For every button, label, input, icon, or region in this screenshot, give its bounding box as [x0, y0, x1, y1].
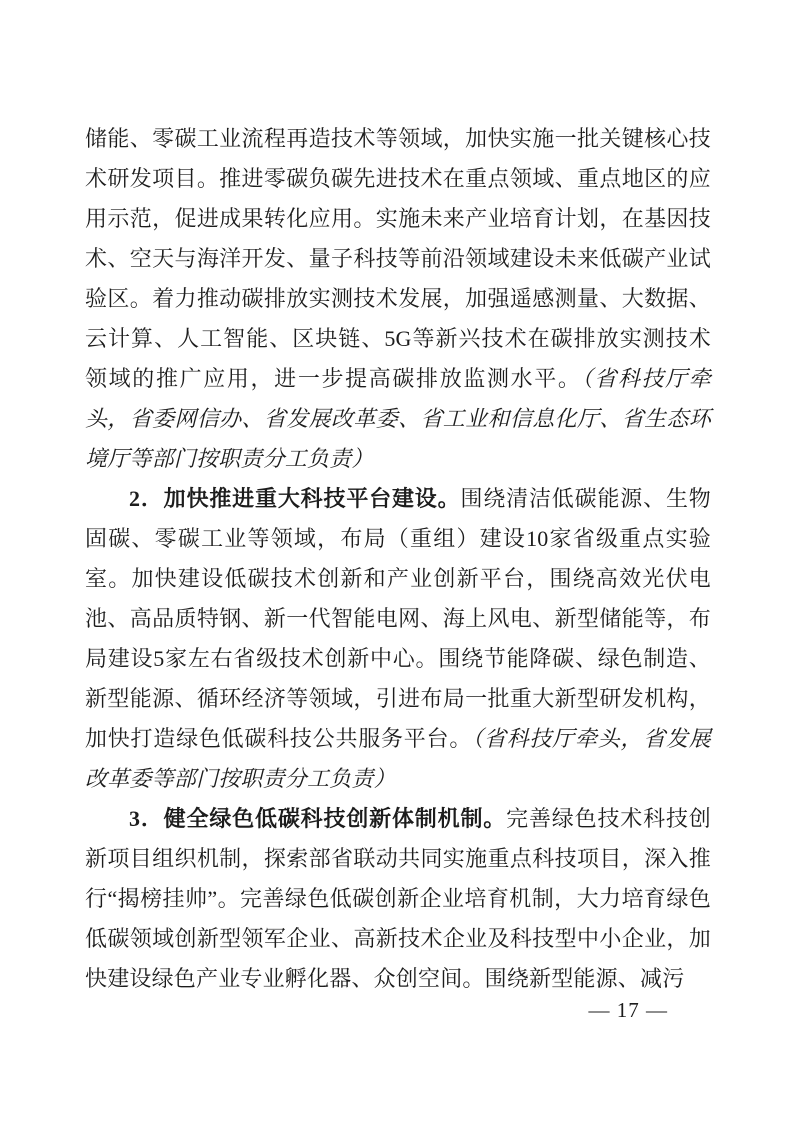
paragraph-continuation: [85, 119, 711, 479]
paragraph-item-2: [85, 479, 711, 799]
item-3-heading: 3．健全绿色低碳科技创新体制机制。: [129, 806, 507, 831]
responsible-departments-note: （省科技厅牵头，省发展改革委等部门按职责分工负责）: [85, 726, 711, 791]
document-body: [85, 119, 711, 999]
page-number: — 17 —: [588, 998, 668, 1022]
body-text-run: 完善绿色技术科技创新项目组织机制，探索部省联动共同实施重点科技项目，深入推行“揭榜挂帅”。完善绿色低碳创新企业培育机制，大力培育绿色低碳领域创新型领军企业、高新技术企业及科技型中小企业，加快建设绿色产业专业孵化器、众创空间。围绕新型能源、减污: [85, 806, 711, 991]
item-2-heading: 2．加快推进重大科技平台建设。: [129, 486, 461, 511]
responsible-departments-note: （省科技厅牵头，省委网信办、省发展改革委、省工业和信息化厅、省生态环境厅等部门按职责分工负责）: [85, 366, 712, 471]
body-text-run: 储能、零碳工业流程再造技术等领域，加快实施一批关键核心技术研发项目。推进零碳负碳先进技术在重点领域、重点地区的应用示范，促进成果转化应用。实施未来产业培育计划，在基因技术、空天与海洋开发、量子科技等前沿领域建设未来低碳产业试验区。着力推动碳排放实测技术发展，加强遥感测量、大数据、云计算、人工智能、区块链、5G等新兴技术在碳排放实测技术领域的推广应用，进一步提高碳排放监测水平。: [85, 126, 711, 391]
paragraph-item-3: [85, 799, 711, 999]
body-text-run: 围绕清洁低碳能源、生物固碳、零碳工业等领域，布局（重组）建设10家省级重点实验室。加快建设低碳技术创新和产业创新平台，围绕高效光伏电池、高品质特钢、新一代智能电网、海上风电、新型储能等，布局建设5家左右省级技术创新中心。围绕节能降碳、绿色制造、新型能源、循环经济等领域，引进布局一批重大新型研发机构，加快打造绿色低碳科技公共服务平台。: [85, 486, 711, 751]
